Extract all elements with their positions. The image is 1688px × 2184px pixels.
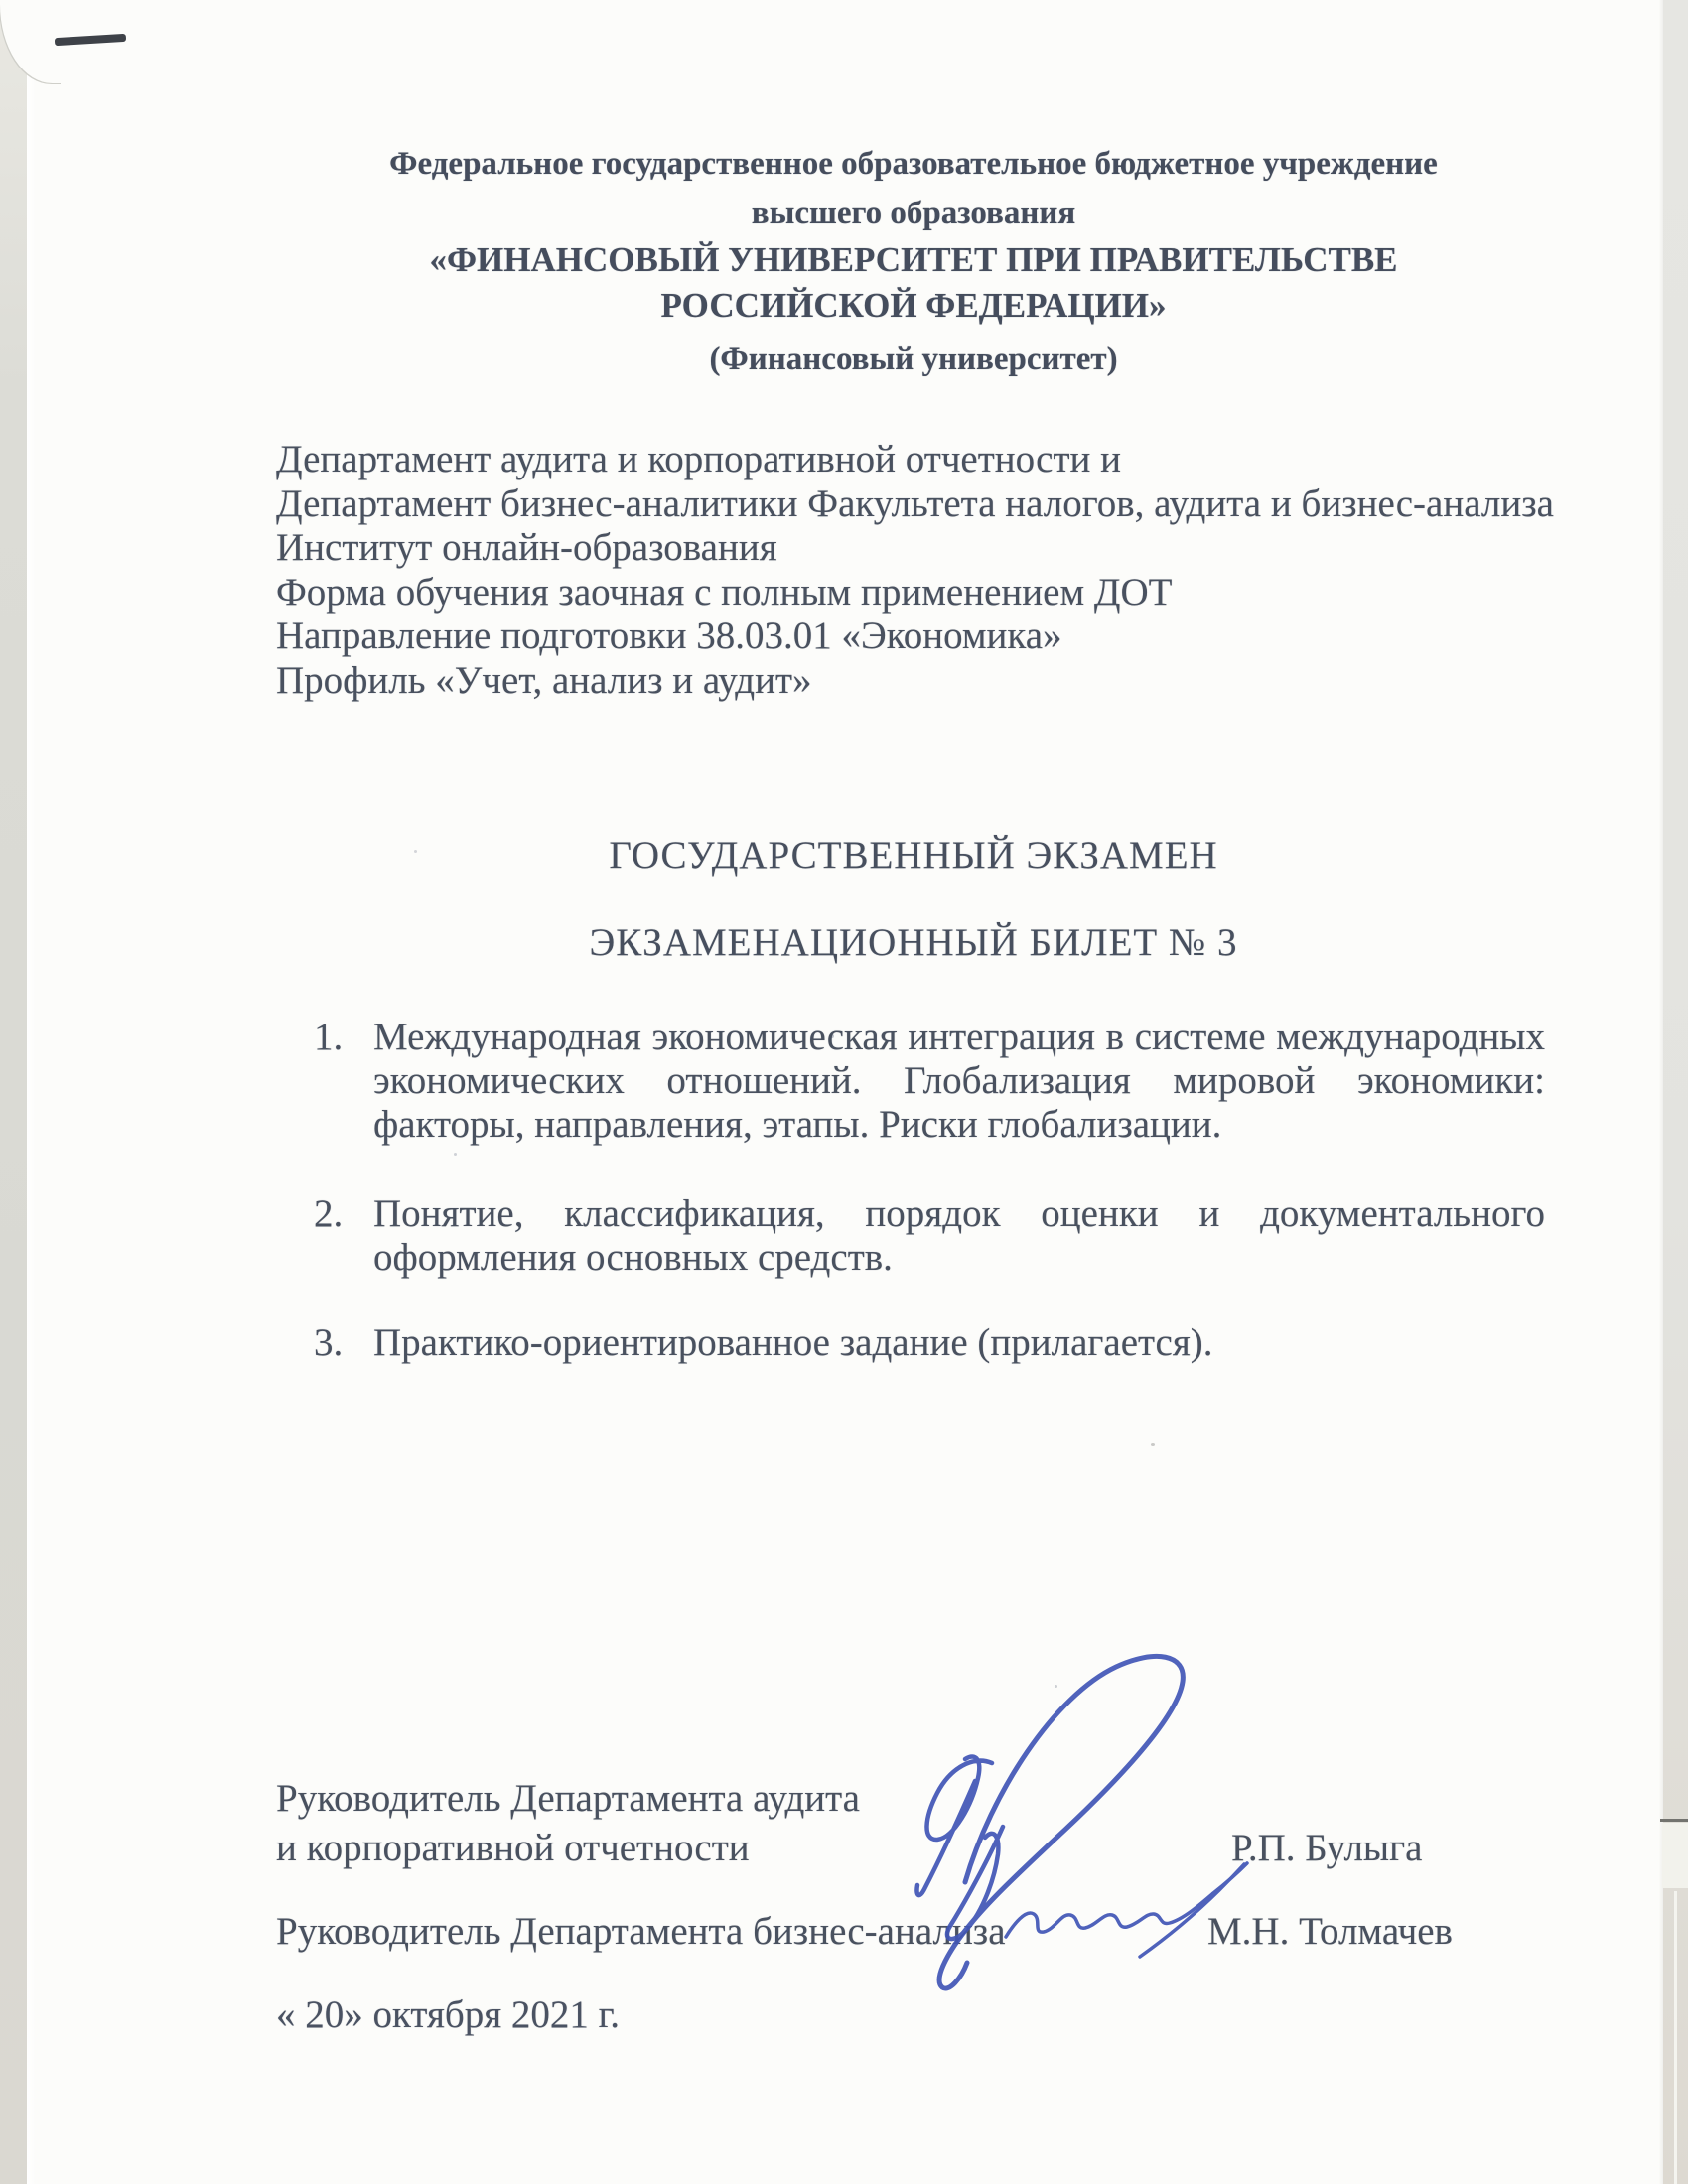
signature-bulyga-bottom-loop [947,1827,1003,1939]
question-2 [314,1192,1545,1280]
header-university-short-name: (Финансовый университет) [709,341,1118,377]
question-2-number: 2. [314,1192,344,1235]
question-3 [314,1321,1545,1365]
signature-1-role-line2: и корпоративной отчетности [276,1827,750,1869]
handwritten-signatures [894,1618,1311,2025]
header-institution-line1: Федеральное государственное образовательное бюджетное учреждение [389,146,1438,182]
question-1-number: 1. [314,1016,344,1058]
signature-2-name: М.Н. Толмачев [1207,1910,1453,1953]
info-study-form: Форма обучения заочная с полным применением ДОТ [276,570,1173,614]
question-2-text: Понятие, классификация, порядок оценки и документального оформления основных средств. [373,1192,1545,1279]
scan-right-edge-streak [1674,1891,1677,2184]
info-institute: Институт онлайн-образования [276,526,777,569]
info-department-audit: Департамент аудита и корпоративной отчетности и [276,438,1121,480]
scan-right-edge-band [1662,1823,1688,1888]
question-1-text: Международная экономическая интеграция в системе международных экономических отношений. Глобализация мировой экономики: факторы, направления, этапы. Риски глобализации. [373,1016,1545,1146]
scan-speck [1151,1443,1155,1446]
scan-speck [454,1153,457,1156]
question-3-text: Практико-ориентированное задание (прилагается). [373,1321,1213,1364]
info-direction: Направление подготовки 38.03.01 «Экономика» [276,614,1062,657]
signature-2-role: Руководитель Департамента бизнес-анализа [276,1910,1006,1953]
pen-mark [55,34,126,46]
info-profile: Профиль «Учет, анализ и аудит» [276,658,812,702]
header-university-name-line1: «ФИНАНСОВЫЙ УНИВЕРСИТЕТ ПРИ ПРАВИТЕЛЬСТВЕ [429,240,1398,279]
question-1 [314,1016,1545,1147]
signature-1-role-line1: Руководитель Департамента аудита [276,1777,860,1820]
header-university-name-line2: РОССИЙСКОЙ ФЕДЕРАЦИИ» [660,286,1167,325]
info-department-business-analytics: Департамент бизнес-аналитики Факультета налогов, аудита и бизнес-анализа [276,481,1554,525]
program-info-block [276,438,1597,703]
signature-1-name: Р.П. Булыга [1231,1827,1423,1869]
scan-right-edge-line [1660,1819,1688,1822]
scan-left-edge-highlight [27,0,36,2184]
exam-title: ГОСУДАРСТВЕННЫЙ ЭКЗАМЕН [609,834,1218,877]
scan-left-edge [0,0,27,2184]
question-3-number: 3. [314,1321,344,1364]
date-line: « 20» октября 2021 г. [276,1993,621,2036]
exam-ticket-number: ЭКЗАМЕНАЦИОННЫЙ БИЛЕТ № 3 [589,921,1238,964]
signature-bulyga-loop [939,1656,1183,1988]
header-institution-line2: высшего образования [751,196,1076,231]
